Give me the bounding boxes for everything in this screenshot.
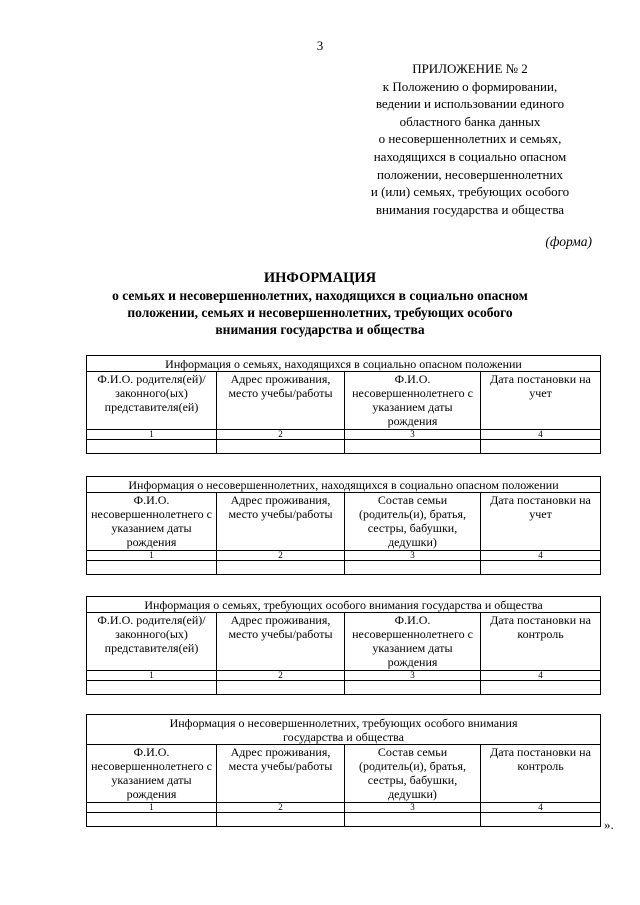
appendix-heading: ПРИЛОЖЕНИЕ № 2 <box>412 61 528 76</box>
empty-cell[interactable] <box>87 681 217 695</box>
empty-cell[interactable] <box>345 561 481 575</box>
column-header: Дата постановки на учет <box>481 493 601 551</box>
column-header: Дата постановки на учет <box>481 372 601 430</box>
column-number: 3 <box>345 430 481 440</box>
column-number: 1 <box>87 803 217 813</box>
column-header: Состав семьи (родитель(и), братья, сестры, бабушки, дедушки) <box>345 745 481 803</box>
column-number: 1 <box>87 551 217 561</box>
column-header: Ф.И.О. несовершеннолетнего с указанием даты рождения <box>345 613 481 671</box>
document-title <box>60 270 580 338</box>
table-caption: Информация о семьях, находящихся в социально опасном положении <box>87 356 601 372</box>
table-caption: Информация о несовершеннолетних, находящихся в социально опасном положении <box>87 477 601 493</box>
appendix-line: о несовершеннолетних и семьях, <box>378 131 562 147</box>
column-header: Состав семьи (родитель(и), братья, сестры, бабушки, дедушки) <box>345 493 481 551</box>
appendix-block <box>345 60 595 218</box>
empty-cell[interactable] <box>217 440 345 454</box>
page-number: 3 <box>316 38 324 53</box>
empty-cell[interactable] <box>345 681 481 695</box>
table-caption: Информация о несовершеннолетних, требующих особого внимания государства и общества <box>87 715 601 745</box>
closing-quote-mark: ». <box>604 817 614 832</box>
empty-cell[interactable] <box>217 681 345 695</box>
column-number: 2 <box>217 671 345 681</box>
column-header: Ф.И.О. родителя(ей)/ законного(ых) представителя(ей) <box>87 613 217 671</box>
table-minors-dangerous <box>86 476 601 575</box>
appendix-line: и (или) семьях, требующих особого <box>370 184 570 200</box>
column-number: 3 <box>345 551 481 561</box>
column-number: 1 <box>87 430 217 440</box>
title-line: положении, семьях и несовершеннолетних, требующих особого <box>127 305 513 320</box>
empty-cell[interactable] <box>345 813 481 827</box>
column-number: 4 <box>481 430 601 440</box>
empty-cell[interactable] <box>87 440 217 454</box>
column-number: 1 <box>87 671 217 681</box>
title-line: о семьях и несовершеннолетних, находящихся в социально опасном <box>112 288 528 303</box>
column-header: Дата постановки на контроль <box>481 613 601 671</box>
appendix-line: ведении и использовании единого <box>375 96 565 112</box>
appendix-line: внимания государства и общества <box>375 201 565 217</box>
table-families-attention <box>86 596 601 695</box>
column-header: Ф.И.О. несовершеннолетнего с указанием даты рождения <box>345 372 481 430</box>
column-number: 4 <box>481 671 601 681</box>
appendix-line: областного банка данных <box>399 113 541 129</box>
column-header: Ф.И.О. несовершеннолетнего с указанием даты рождения <box>87 745 217 803</box>
title-main: ИНФОРМАЦИЯ <box>263 270 377 286</box>
empty-cell[interactable] <box>481 813 601 827</box>
column-header: Ф.И.О. несовершеннолетнего с указанием даты рождения <box>87 493 217 551</box>
table-caption: Информация о семьях, требующих особого внимания государства и общества <box>87 597 601 613</box>
column-number: 4 <box>481 803 601 813</box>
empty-cell[interactable] <box>217 561 345 575</box>
column-number: 2 <box>217 803 345 813</box>
column-header: Адрес проживания, место учебы/работы <box>217 493 345 551</box>
empty-cell[interactable] <box>217 813 345 827</box>
column-number: 3 <box>345 803 481 813</box>
column-number: 2 <box>217 430 345 440</box>
appendix-line: находящихся в социально опасном <box>373 148 567 164</box>
empty-cell[interactable] <box>481 561 601 575</box>
column-number: 2 <box>217 551 345 561</box>
appendix-line: к Положению о формировании, <box>382 78 558 94</box>
empty-cell[interactable] <box>481 440 601 454</box>
column-header: Адрес проживания, место учебы/работы <box>217 372 345 430</box>
column-header: Адрес проживания, место учебы/работы <box>217 613 345 671</box>
column-header: Дата постановки на контроль <box>481 745 601 803</box>
column-header: Ф.И.О. родителя(ей)/ законного(ых) представителя(ей) <box>87 372 217 430</box>
appendix-line: положении, несовершеннолетних <box>377 166 563 182</box>
empty-cell[interactable] <box>345 440 481 454</box>
empty-cell[interactable] <box>481 681 601 695</box>
empty-cell[interactable] <box>87 561 217 575</box>
table-families-dangerous <box>86 355 601 454</box>
column-number: 4 <box>481 551 601 561</box>
form-label: (форма) <box>545 234 592 249</box>
column-header: Адрес проживания, места учебы/работы <box>217 745 345 803</box>
empty-cell[interactable] <box>87 813 217 827</box>
table-minors-attention <box>86 714 601 827</box>
title-line: внимания государства и общества <box>215 322 425 337</box>
column-number: 3 <box>345 671 481 681</box>
